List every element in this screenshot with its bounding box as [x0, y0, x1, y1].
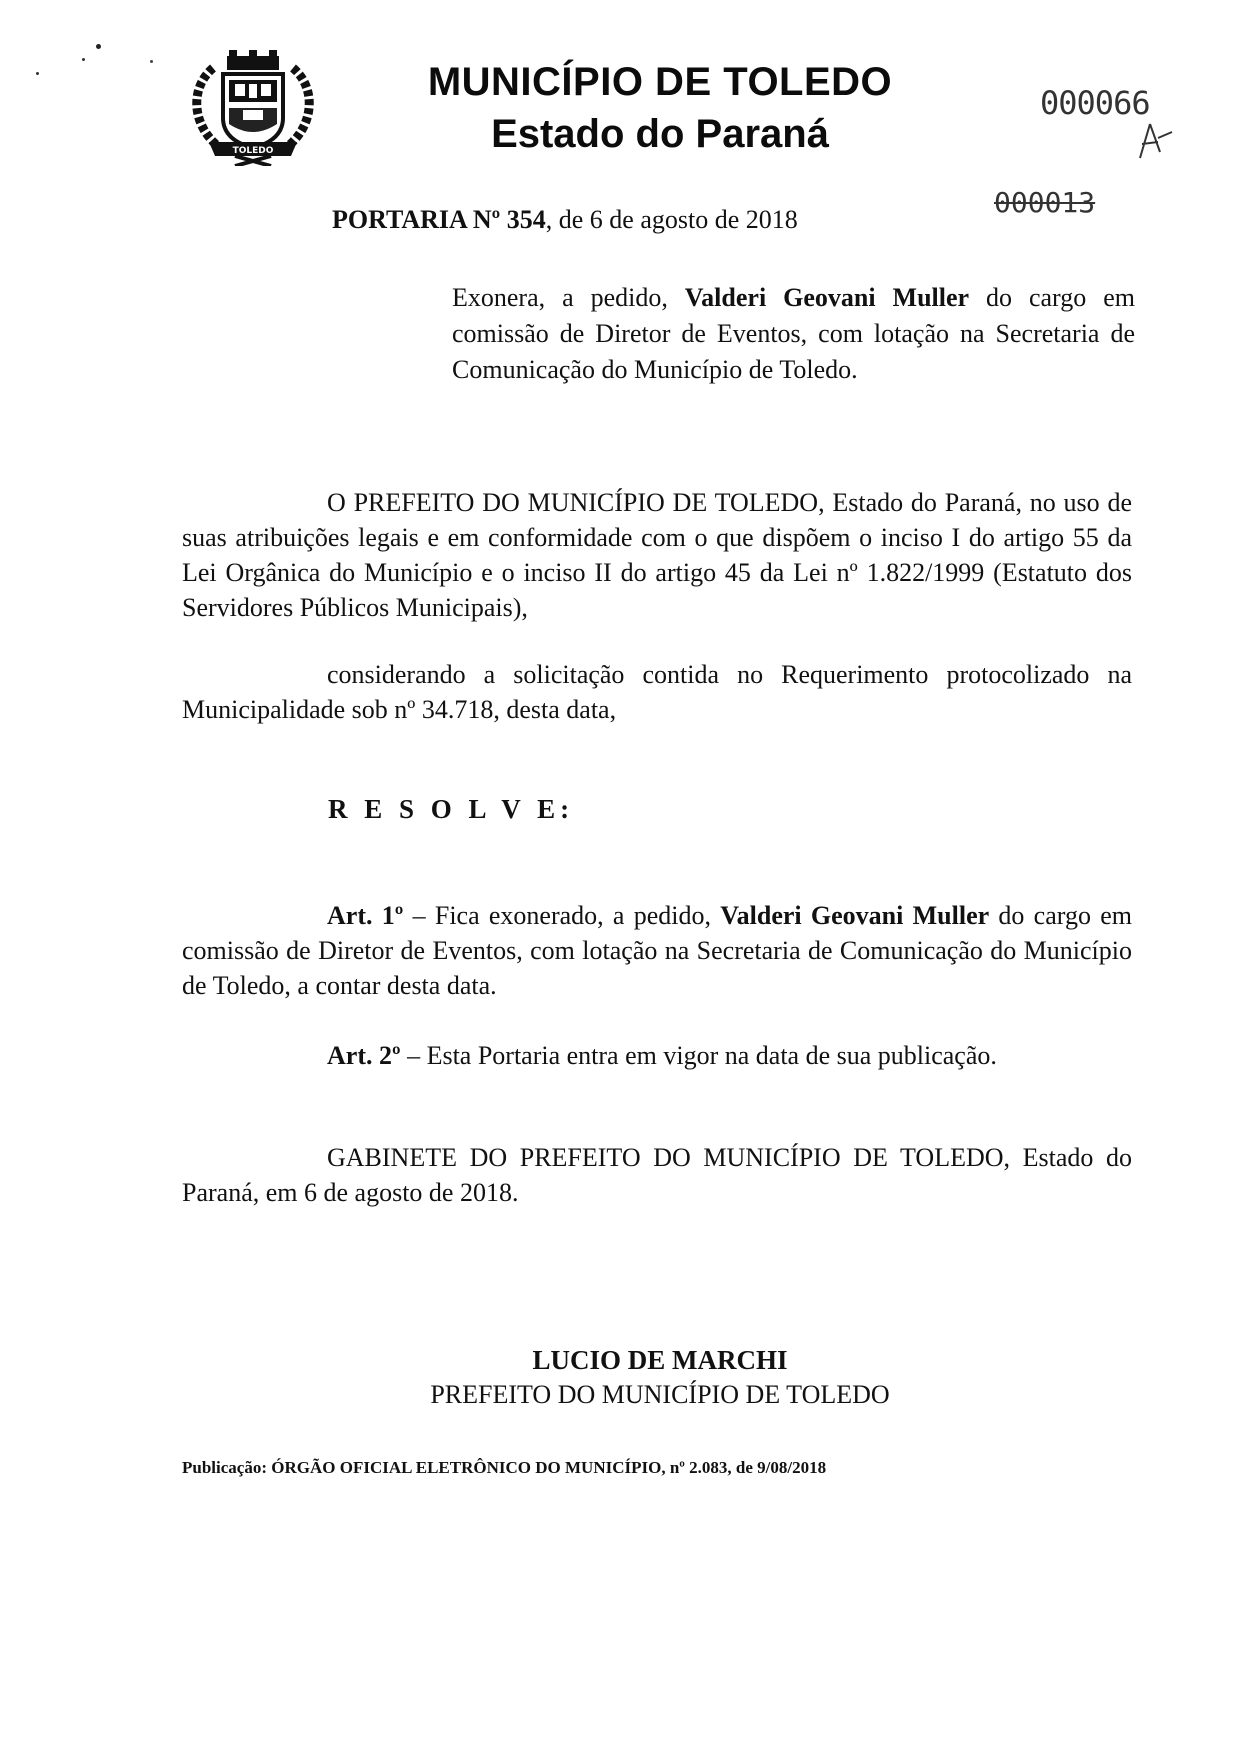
- portaria-number: PORTARIA Nº 354: [332, 205, 546, 234]
- publication-note: Publicação: ÓRGÃO OFICIAL ELETRÔNICO DO MUNICÍPIO, nº 2.083, de 9/08/2018: [182, 1458, 827, 1477]
- resolve-heading: R E S O L V E:: [328, 794, 575, 824]
- article-2: [182, 1038, 1132, 1073]
- considerando-paragraph: considerando a solicitação contida no Requerimento protocolizado na Municipalidade sob nº 34.718, desta data,: [182, 660, 1132, 724]
- scan-speck: [82, 58, 85, 61]
- closing-paragraph: GABINETE DO PREFEITO DO MUNICÍPIO DE TOLEDO, Estado do Paraná, em 6 de agosto de 2018.: [182, 1143, 1132, 1207]
- page-subtitle: Estado do Paraná: [491, 112, 829, 156]
- initials-mark-icon: [1136, 118, 1176, 173]
- signatory-name: LUCIO DE MARCHI: [532, 1345, 788, 1375]
- article-1-text: – Fica exonerado, a pedido,: [403, 901, 721, 930]
- scan-speck: [150, 60, 153, 63]
- preamble-paragraph: O PREFEITO DO MUNICÍPIO DE TOLEDO, Estado do Paraná, no uso de suas atribuições legais e em conformidade com o que dispõem o inciso I do artigo 55 da Lei Orgânica do Município e o inciso II do artigo 45 da Lei nº 1.822/1999 (Estatuto dos Servidores Públicos Municipais),: [182, 488, 1132, 622]
- article-1: [182, 898, 1132, 1003]
- article-2-text: – Esta Portaria entra em vigor na data de sua publicação.: [400, 1041, 997, 1070]
- article-2-label: Art. 2º: [327, 1041, 401, 1070]
- ementa: [452, 280, 1135, 388]
- scan-speck: [36, 72, 39, 75]
- article-1-label: Art. 1º: [327, 901, 404, 930]
- article-1-text-end: do cargo em comissão de Diretor de Eventos, com lotação na Secretaria de Comunicação do Município de Toledo, a contar desta data.: [182, 901, 1132, 1000]
- article-1-name: Valderi Geovani Muller: [720, 901, 990, 930]
- ementa-text: Exonera, a pedido,: [452, 283, 685, 312]
- ementa-text-end: do cargo em comissão de Diretor de Eventos, com lotação na Secretaria de Comunicação do Município de Toledo.: [452, 283, 1135, 384]
- crest-ribbon-text: TOLEDO: [232, 146, 274, 156]
- struck-number-annotation: 000013: [994, 186, 1096, 219]
- municipal-crest-icon: [183, 48, 323, 166]
- page-number-annotation: 000066: [1040, 84, 1150, 122]
- portaria-date: , de 6 de agosto de 2018: [545, 205, 798, 234]
- portaria-heading: [332, 205, 798, 235]
- page-title: MUNICÍPIO DE TOLEDO: [427, 60, 893, 104]
- signatory-role: PREFEITO DO MUNICÍPIO DE TOLEDO: [430, 1380, 890, 1409]
- ementa-name: Valderi Geovani Muller: [684, 283, 970, 312]
- scan-speck: [96, 44, 101, 49]
